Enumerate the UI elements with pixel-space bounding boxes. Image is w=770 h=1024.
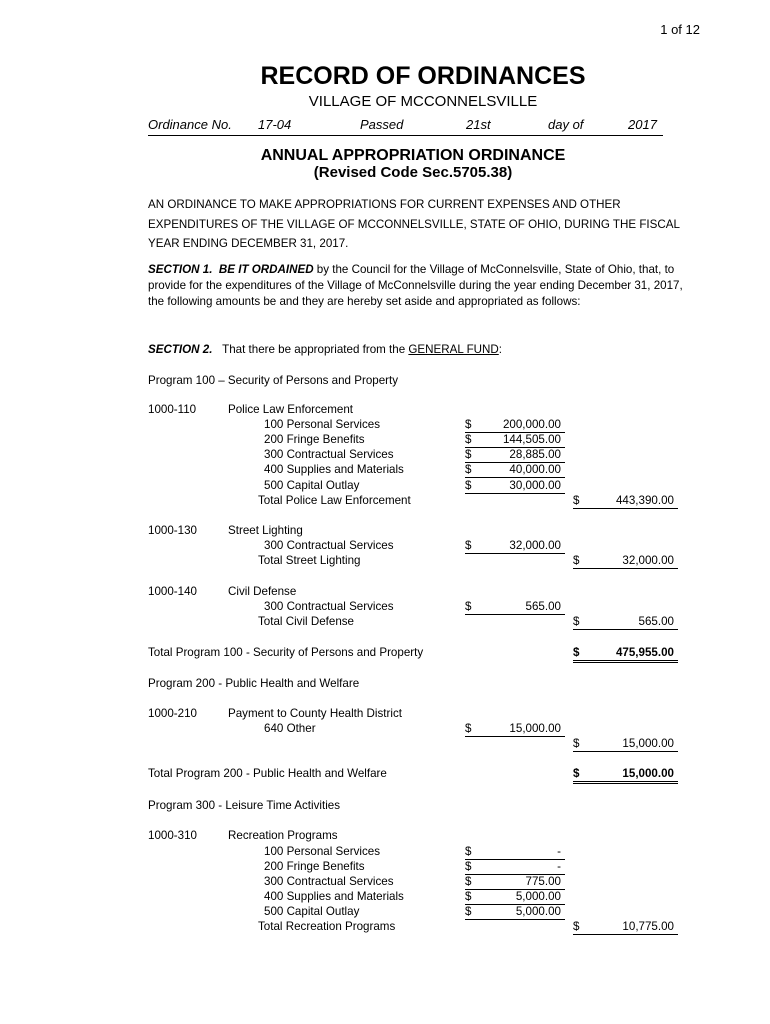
amount-value: 5,000.00: [515, 905, 561, 918]
intro-paragraph: AN ORDINANCE TO MAKE APPROPRIATIONS FOR CURRENT EXPENSES AND OTHER EXPENDITURES OF THE VILLAGE OF MCCONNELSVILLE, STATE OF OHIO, DURING THE FISCAL YEAR ENDING DECEMBER 31, 2017.: [148, 198, 680, 250]
line-item-label: 500 Capital Outlay: [264, 905, 360, 918]
dollar-sign: $: [465, 463, 472, 476]
passed-label: Passed: [360, 117, 404, 132]
program-100-total-amount: [573, 646, 678, 663]
section-1-label: SECTION 1.: [148, 263, 213, 276]
line-item-label: 300 Contractual Services: [264, 539, 394, 552]
amount-value: 15,000.00: [509, 722, 561, 735]
general-fund: GENERAL FUND: [408, 343, 499, 356]
line-item-label: 200 Fringe Benefits: [264, 433, 365, 446]
amount-value: 40,000.00: [509, 463, 561, 476]
line-item-label: 100 Personal Services: [264, 418, 380, 431]
amount-value: 30,000.00: [509, 479, 561, 492]
passed-year: 2017: [628, 117, 657, 132]
section-2-colon: :: [498, 343, 503, 356]
dollar-sign: $: [465, 479, 472, 492]
line-item-amount: [465, 433, 565, 448]
village-name: VILLAGE OF MCCONNELSVILLE: [308, 93, 538, 110]
day-of-label: day of: [548, 117, 584, 132]
amount-value: 475,955.00: [615, 646, 674, 659]
dollar-sign: $: [573, 920, 580, 933]
amount-value: 443,390.00: [615, 494, 674, 507]
amount-value: 144,505.00: [502, 433, 561, 446]
line-item-label: 300 Contractual Services: [264, 875, 394, 888]
line-item-amount: [465, 860, 565, 875]
dollar-sign: $: [465, 845, 472, 858]
line-item-amount: [465, 845, 565, 860]
ordinance-line: [148, 117, 663, 136]
amount-value: 15,000.00: [622, 767, 674, 780]
program-100-total-label: Total Program 100 - Security of Persons and Property: [148, 646, 424, 659]
dollar-sign: $: [465, 905, 472, 918]
line-item-label: 300 Contractual Services: [264, 448, 394, 461]
passed-day: 21st: [466, 117, 491, 132]
recreation-total-amount: [573, 920, 678, 935]
amount-value: 15,000.00: [622, 737, 674, 750]
civil-total-amount: [573, 615, 678, 630]
amount-value: -: [557, 845, 561, 858]
dollar-sign: $: [465, 722, 472, 735]
dollar-sign: $: [573, 615, 580, 628]
amount-value: 32,000.00: [509, 539, 561, 552]
line-item-amount: [465, 539, 565, 554]
dollar-sign: $: [465, 418, 472, 431]
line-item-amount: [465, 905, 565, 920]
dollar-sign: $: [465, 600, 472, 613]
police-total-amount: [573, 494, 678, 509]
line-item-amount: [465, 463, 565, 478]
line-item-label: 400 Supplies and Materials: [264, 890, 404, 903]
dollar-sign: $: [573, 494, 580, 507]
street-total-label: Total Street Lighting: [258, 554, 361, 567]
dollar-sign: $: [573, 767, 580, 780]
civil-code: 1000-140: [148, 585, 197, 598]
line-item-amount: [465, 600, 565, 615]
dollar-sign: $: [465, 875, 472, 888]
street-code: 1000-130: [148, 524, 197, 537]
dollar-sign: $: [573, 554, 580, 567]
dollar-sign: $: [465, 890, 472, 903]
line-item-amount: [465, 448, 565, 463]
line-item-label: 200 Fringe Benefits: [264, 860, 365, 873]
section-2-label: SECTION 2.: [148, 343, 213, 356]
amount-value: 10,775.00: [622, 920, 674, 933]
program-100-title: Program 100 – Security of Persons and Property: [148, 374, 399, 387]
recreation-code: 1000-310: [148, 829, 197, 842]
ordinance-heading: ANNUAL APPROPRIATION ORDINANCE: [260, 147, 566, 164]
line-item-label: 300 Contractual Services: [264, 600, 394, 613]
program-300-title: Program 300 - Leisure Time Activities: [148, 799, 341, 812]
amount-value: 565.00: [525, 600, 561, 613]
line-item-amount: [465, 479, 565, 494]
dollar-sign: $: [573, 646, 580, 659]
be-it-ordained: BE IT ORDAINED: [218, 263, 314, 276]
program-200-total-amount: [573, 767, 678, 784]
street-total-amount: [573, 554, 678, 569]
health-subtotal-amount: [573, 737, 678, 752]
police-name: Police Law Enforcement: [228, 403, 354, 416]
ordinance-number: 17-04: [258, 117, 292, 132]
line-item-amount: [465, 418, 565, 433]
section-1: [148, 262, 683, 311]
amount-value: 32,000.00: [622, 554, 674, 567]
document-title: RECORD OF ORDINANCES: [260, 62, 586, 90]
code-reference: (Revised Code Sec.5705.38): [313, 164, 513, 181]
line-item-label: 400 Supplies and Materials: [264, 463, 404, 476]
line-item-label: 500 Capital Outlay: [264, 479, 360, 492]
dollar-sign: $: [465, 539, 472, 552]
dollar-sign: $: [465, 433, 472, 446]
amount-value: 775.00: [525, 875, 561, 888]
amount-value: 5,000.00: [515, 890, 561, 903]
section-1-text: by the Council for the Village of McConnelsville, State of Ohio, that, to provide for the expenditures of the Village of McConnelsville during the year ending December 31, 2017, the following amounts be and they are hereby set aside and appropriated as follows:: [148, 263, 683, 309]
section-2: [148, 343, 502, 356]
line-item-amount: [465, 722, 565, 737]
health-code: 1000-210: [148, 707, 197, 720]
section-2-text: That there be appropriated from the: [222, 343, 409, 356]
amount-value: -: [557, 860, 561, 873]
health-name: Payment to County Health District: [228, 707, 402, 720]
amount-value: 28,885.00: [509, 448, 561, 461]
recreation-name: Recreation Programs: [228, 829, 338, 842]
page-number: 1 of 12: [660, 22, 700, 37]
program-200-total-label: Total Program 200 - Public Health and Welfare: [148, 767, 387, 780]
civil-total-label: Total Civil Defense: [258, 615, 355, 628]
program-200-title: Program 200 - Public Health and Welfare: [148, 677, 360, 690]
police-code: 1000-110: [148, 403, 197, 416]
dollar-sign: $: [573, 737, 580, 750]
dollar-sign: $: [465, 448, 472, 461]
amount-value: 200,000.00: [502, 418, 561, 431]
ordinance-label: Ordinance No.: [148, 117, 232, 132]
street-name: Street Lighting: [228, 524, 303, 537]
line-item-label: 100 Personal Services: [264, 845, 380, 858]
line-item-label: 640 Other: [264, 722, 316, 735]
line-item-amount: [465, 875, 565, 890]
amount-value: 565.00: [638, 615, 674, 628]
police-total-label: Total Police Law Enforcement: [258, 494, 411, 507]
dollar-sign: $: [465, 860, 472, 873]
line-item-amount: [465, 890, 565, 905]
civil-name: Civil Defense: [228, 585, 297, 598]
recreation-total-label: Total Recreation Programs: [258, 920, 396, 933]
